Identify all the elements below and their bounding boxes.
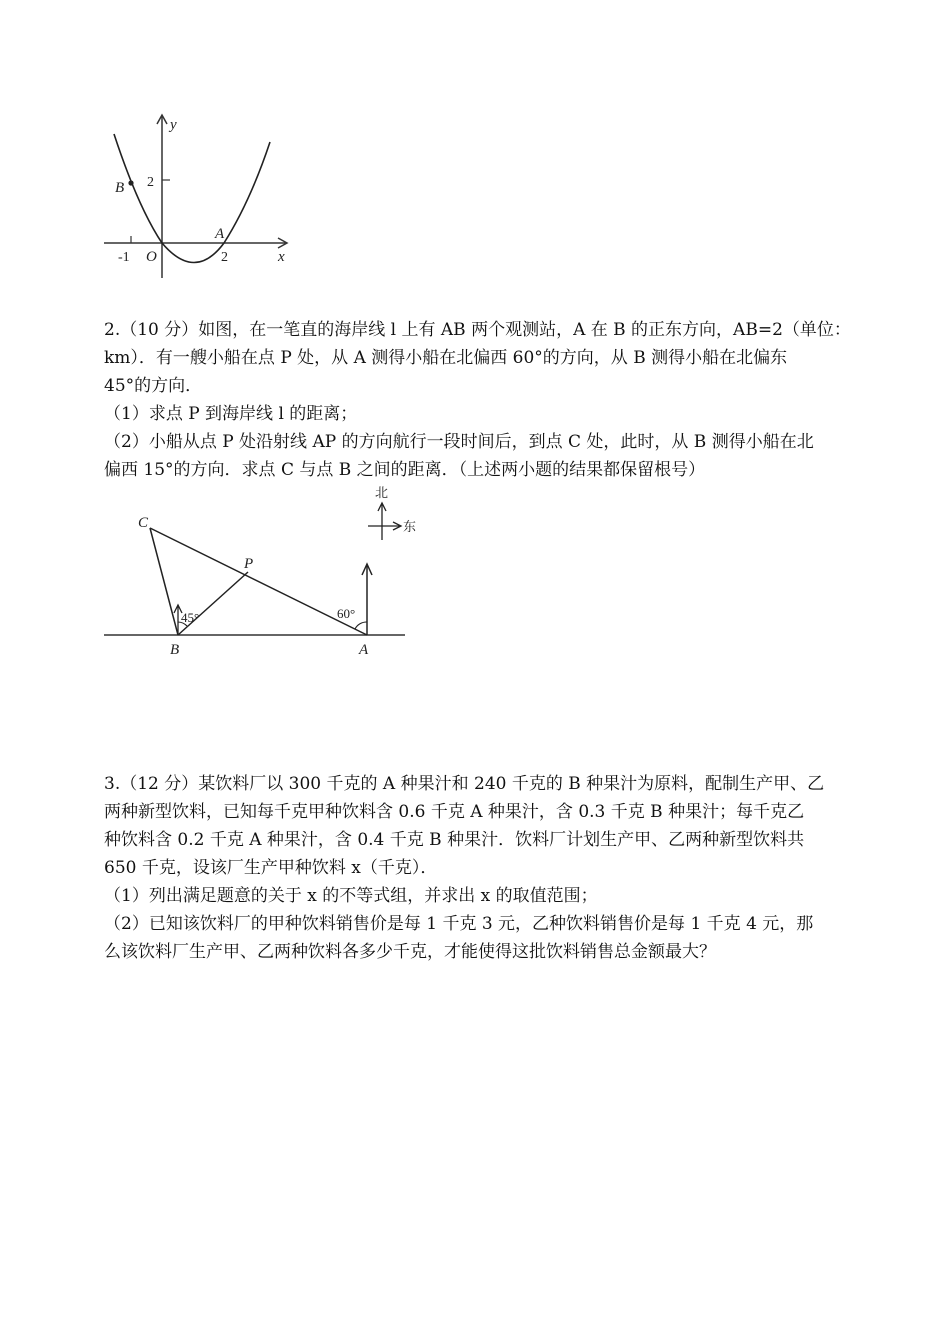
q2-sub-2a: （2）小船从点 P 处沿射线 AP 的方向航行一段时间后，到点 C 处，此时，从 B 测得小船在北 [104,432,814,452]
q2-sub-2b: 偏西 15°的方向．求点 C 与点 B 之间的距离．（上述两小题的结果都保留根号） [104,460,706,480]
label-a2: A [359,642,369,658]
segment-bp [178,572,248,635]
tick-label-2y: 2 [147,175,154,190]
angle-label-60: 60° [337,606,356,621]
label-x: x [278,249,285,265]
angle-label-45: 45° [181,610,200,625]
label-y: y [170,117,177,133]
q2-sub-1: （1）求点 P 到海岸线 l 的距离； [104,404,358,424]
q3-line-1: 3.（12 分）某饮料厂以 300 千克的 A 种果汁和 240 千克的 B 种果汁为原料，配制生产甲、乙 [104,774,825,794]
q2-line-2: km）．有一艘小船在点 P 处，从 A 测得小船在北偏西 60°的方向，从 B 测得小船在北偏东 [104,348,788,368]
segment-cb [150,528,178,635]
tick-label-2x: 2 [221,250,228,265]
parabola-graph [100,112,300,282]
label-o: O [146,249,157,265]
tick-label-neg1: -1 [118,250,130,265]
coastline-figure [100,482,430,662]
q3-sub-2b: 么该饮料厂生产甲、乙两种饮料各多少千克，才能使得这批饮料销售总金额最大？ [104,942,716,962]
point-b-dot [128,180,133,185]
angle-arc-a [355,622,367,629]
label-b2: B [170,642,180,658]
q2-line-3: 45°的方向． [104,376,203,396]
q3-line-2: 两种新型饮料，已知每千克甲种饮料含 0.6 千克 A 种果汁，含 0.3 千克 B 种果汁；每千克乙 [104,802,805,822]
compass-east-label: 东 [403,520,417,535]
q3-sub-1: （1）列出满足题意的关于 x 的不等式组，并求出 x 的取值范围； [104,886,598,906]
q2-line-1: 2.（10 分）如图，在一笔直的海岸线 l 上有 AB 两个观测站，A 在 B 的正东方向，AB=2（单位： [104,320,851,340]
q3-sub-2a: （2）已知该饮料厂的甲种饮料销售价是每 1 千克 3 元，乙种饮料销售价是每 1 千克 4 元，那 [104,914,814,934]
label-a: A [215,226,225,242]
compass-north-label: 北 [375,486,389,501]
q3-line-3: 种饮料含 0.2 千克 A 种果汁，含 0.4 千克 B 种果汁．饮料厂计划生产甲、乙两种新型饮料共 [104,830,805,850]
label-c: C [138,515,149,531]
label-p: P [244,556,254,572]
label-b: B [115,180,125,196]
q3-line-4: 650 千克，设该厂生产甲种饮料 x（千克）． [104,858,438,878]
